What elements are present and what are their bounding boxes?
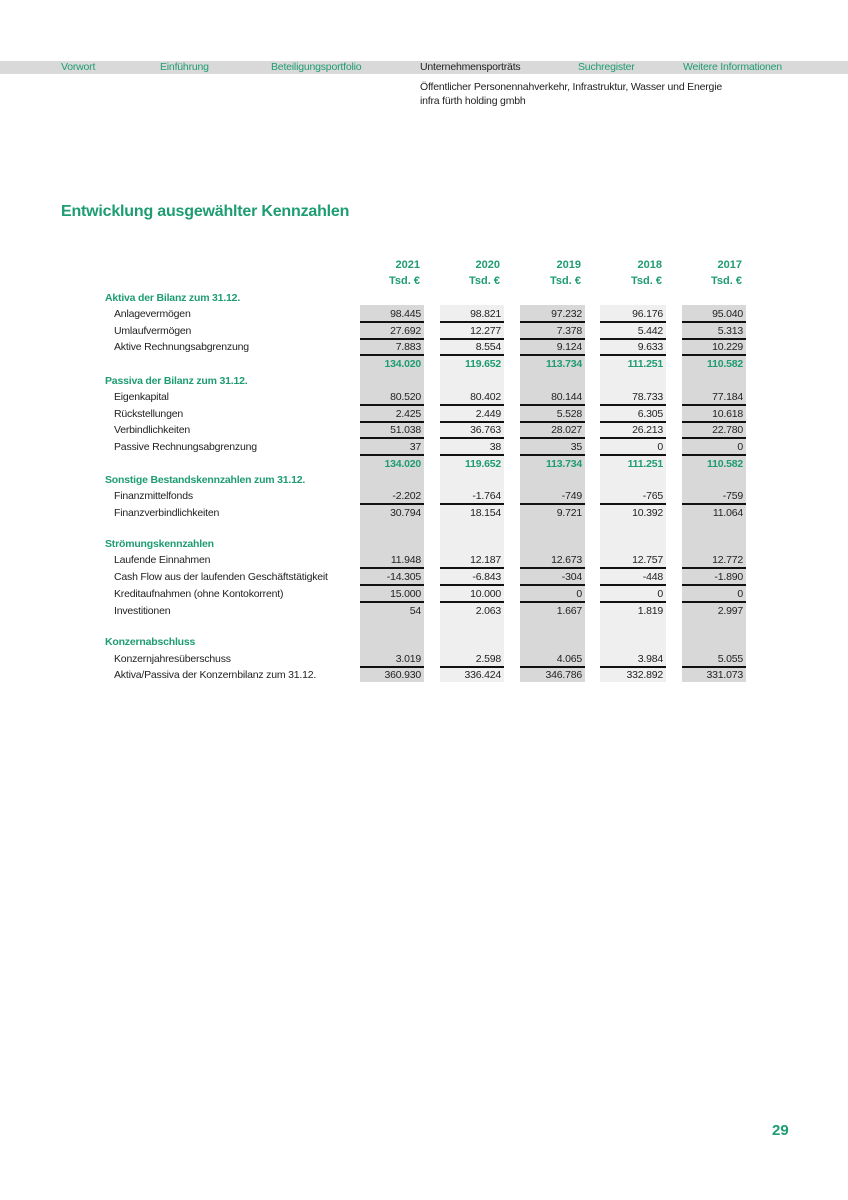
total-cell: 119.652 bbox=[465, 358, 501, 370]
row-divider bbox=[440, 354, 504, 356]
row-divider bbox=[600, 601, 666, 603]
row-divider bbox=[600, 666, 666, 668]
value-cell: 2.449 bbox=[475, 408, 501, 420]
value-cell: 331.073 bbox=[706, 669, 743, 681]
value-cell: 0 bbox=[737, 588, 743, 600]
value-cell: 10.618 bbox=[712, 408, 743, 420]
value-cell: 22.780 bbox=[712, 424, 743, 436]
row-label: Finanzverbindlichkeiten bbox=[114, 507, 220, 519]
column-year-header: 2020 bbox=[475, 259, 500, 271]
section-heading: Sonstige Bestandskennzahlen zum 31.12. bbox=[105, 474, 306, 486]
value-cell: 12.772 bbox=[712, 554, 743, 566]
row-divider bbox=[440, 567, 504, 569]
total-cell: 110.582 bbox=[707, 358, 743, 370]
value-cell: 78.733 bbox=[632, 391, 663, 403]
value-cell: 332.892 bbox=[626, 669, 663, 681]
value-cell: 2.425 bbox=[395, 408, 421, 420]
value-cell: 54 bbox=[409, 605, 421, 617]
row-divider bbox=[682, 454, 746, 456]
row-divider bbox=[440, 503, 504, 505]
row-divider bbox=[520, 437, 585, 439]
value-cell: 9.124 bbox=[556, 341, 582, 353]
row-divider bbox=[520, 354, 585, 356]
column-unit-header: Tsd. € bbox=[469, 275, 500, 287]
total-cell: 111.251 bbox=[627, 458, 663, 470]
value-cell: 11.064 bbox=[712, 507, 743, 519]
breadcrumb-company: infra fürth holding gmbh bbox=[420, 95, 526, 107]
row-divider bbox=[360, 321, 424, 323]
row-divider bbox=[520, 666, 585, 668]
column-year-header: 2019 bbox=[556, 259, 581, 271]
value-cell: 38 bbox=[489, 441, 501, 453]
value-cell: 30.794 bbox=[390, 507, 421, 519]
breadcrumb bbox=[420, 80, 722, 108]
row-label: Laufende Einnahmen bbox=[114, 554, 211, 566]
value-cell: 98.445 bbox=[390, 308, 421, 320]
row-label: Rückstellungen bbox=[114, 408, 183, 420]
row-divider bbox=[440, 421, 504, 423]
row-divider bbox=[440, 437, 504, 439]
row-label: Finanzmittelfonds bbox=[114, 490, 193, 502]
row-divider bbox=[520, 503, 585, 505]
value-cell: -759 bbox=[722, 490, 743, 502]
value-cell: 96.176 bbox=[632, 308, 663, 320]
value-cell: 2.997 bbox=[717, 605, 743, 617]
value-cell: 1.667 bbox=[556, 605, 582, 617]
value-cell: 0 bbox=[576, 588, 582, 600]
total-cell: 119.652 bbox=[465, 458, 501, 470]
total-cell: 110.582 bbox=[707, 458, 743, 470]
row-label: Eigenkapital bbox=[114, 391, 169, 403]
value-cell: 7.378 bbox=[556, 325, 582, 337]
value-cell: 26.213 bbox=[632, 424, 663, 436]
breadcrumb-category: Öffentlicher Personennahverkehr, Infrastruktur, Wasser und Energie bbox=[420, 81, 722, 93]
row-divider bbox=[440, 404, 504, 406]
value-cell: 37 bbox=[409, 441, 421, 453]
value-cell: 12.187 bbox=[470, 554, 501, 566]
row-divider bbox=[360, 503, 424, 505]
column-year-header: 2017 bbox=[717, 259, 742, 271]
nav-link-weitere-informationen[interactable]: Weitere Informationen bbox=[683, 61, 782, 73]
row-divider bbox=[600, 321, 666, 323]
value-cell: 8.554 bbox=[475, 341, 501, 353]
value-cell: 27.692 bbox=[390, 325, 421, 337]
value-cell: 0 bbox=[737, 441, 743, 453]
value-cell: 36.763 bbox=[470, 424, 501, 436]
row-label: Investitionen bbox=[114, 605, 171, 617]
row-divider bbox=[682, 584, 746, 586]
value-cell: 11.948 bbox=[390, 554, 421, 566]
row-divider bbox=[600, 421, 666, 423]
row-divider bbox=[600, 584, 666, 586]
row-divider bbox=[682, 567, 746, 569]
row-label: Konzernjahresüberschuss bbox=[114, 653, 231, 665]
row-divider bbox=[440, 601, 504, 603]
value-cell: 80.402 bbox=[470, 391, 501, 403]
row-divider bbox=[600, 354, 666, 356]
value-cell: 80.144 bbox=[551, 391, 582, 403]
value-cell: 12.757 bbox=[632, 554, 663, 566]
value-cell: 77.184 bbox=[712, 391, 743, 403]
value-cell: 360.930 bbox=[384, 669, 421, 681]
value-cell: 35 bbox=[570, 441, 582, 453]
row-label: Cash Flow aus der laufenden Geschäftstätigkeit bbox=[114, 571, 328, 583]
row-divider bbox=[360, 454, 424, 456]
value-cell: 346.786 bbox=[545, 669, 582, 681]
total-cell: 111.251 bbox=[627, 358, 663, 370]
row-divider bbox=[600, 338, 666, 340]
value-cell: -6.843 bbox=[472, 571, 501, 583]
nav-link-suchregister[interactable]: Suchregister bbox=[578, 61, 635, 73]
value-cell: 5.528 bbox=[556, 408, 582, 420]
column-year-header: 2021 bbox=[395, 259, 420, 271]
value-cell: 12.673 bbox=[551, 554, 582, 566]
nav-link-beteiligungsportfolio[interactable]: Beteiligungsportfolio bbox=[271, 61, 362, 73]
value-cell: 10.229 bbox=[712, 341, 743, 353]
row-divider bbox=[682, 601, 746, 603]
column-year-header: 2018 bbox=[637, 259, 662, 271]
value-cell: 3.984 bbox=[637, 653, 663, 665]
value-cell: -1.890 bbox=[714, 571, 743, 583]
value-cell: 9.721 bbox=[556, 507, 582, 519]
row-divider bbox=[520, 601, 585, 603]
value-cell: 5.313 bbox=[717, 325, 743, 337]
row-divider bbox=[520, 454, 585, 456]
value-cell: 4.065 bbox=[556, 653, 582, 665]
value-cell: 51.038 bbox=[390, 424, 421, 436]
value-cell: -14.305 bbox=[386, 571, 421, 583]
column-unit-header: Tsd. € bbox=[631, 275, 662, 287]
row-divider bbox=[520, 338, 585, 340]
row-divider bbox=[360, 421, 424, 423]
value-cell: 98.821 bbox=[470, 308, 501, 320]
row-label: Aktiva/Passiva der Konzernbilanz zum 31.12. bbox=[114, 669, 317, 681]
row-divider bbox=[360, 601, 424, 603]
row-divider bbox=[682, 437, 746, 439]
row-divider bbox=[360, 567, 424, 569]
value-cell: -749 bbox=[561, 490, 582, 502]
row-label: Aktive Rechnungsabgrenzung bbox=[114, 341, 249, 353]
value-cell: 0 bbox=[657, 441, 663, 453]
row-label: Kreditaufnahmen (ohne Kontokorrent) bbox=[114, 588, 284, 600]
section-heading: Strömungskennzahlen bbox=[105, 538, 214, 550]
column-unit-header: Tsd. € bbox=[711, 275, 742, 287]
row-divider bbox=[682, 666, 746, 668]
row-divider bbox=[682, 503, 746, 505]
row-label: Umlaufvermögen bbox=[114, 325, 192, 337]
value-cell: 12.277 bbox=[470, 325, 501, 337]
row-divider bbox=[440, 321, 504, 323]
value-cell: 3.019 bbox=[395, 653, 421, 665]
section-heading: Konzernabschluss bbox=[105, 636, 196, 648]
value-cell: -765 bbox=[642, 490, 663, 502]
total-cell: 134.020 bbox=[384, 458, 421, 470]
row-label: Verbindlichkeiten bbox=[114, 424, 190, 436]
value-cell: 10.392 bbox=[632, 507, 663, 519]
value-cell: 28.027 bbox=[551, 424, 582, 436]
value-cell: 0 bbox=[657, 588, 663, 600]
value-cell: -304 bbox=[561, 571, 582, 583]
page-number: 29 bbox=[772, 1122, 789, 1139]
row-divider bbox=[600, 454, 666, 456]
row-divider bbox=[440, 666, 504, 668]
value-cell: -2.202 bbox=[392, 490, 421, 502]
value-cell: 5.442 bbox=[637, 325, 663, 337]
value-cell: 95.040 bbox=[712, 308, 743, 320]
nav-link-unternehmensporträts[interactable]: Unternehmensporträts bbox=[420, 61, 521, 73]
value-cell: 18.154 bbox=[470, 507, 501, 519]
value-cell: 15.000 bbox=[390, 588, 421, 600]
row-divider bbox=[600, 567, 666, 569]
section-heading: Passiva der Bilanz zum 31.12. bbox=[105, 375, 248, 387]
row-divider bbox=[360, 666, 424, 668]
value-cell: 80.520 bbox=[390, 391, 421, 403]
row-divider bbox=[520, 421, 585, 423]
total-cell: 113.734 bbox=[546, 458, 582, 470]
value-cell: 5.055 bbox=[717, 653, 743, 665]
nav-link-vorwort[interactable]: Vorwort bbox=[61, 61, 96, 73]
row-divider bbox=[682, 404, 746, 406]
row-divider bbox=[360, 338, 424, 340]
total-cell: 134.020 bbox=[384, 358, 421, 370]
row-divider bbox=[360, 584, 424, 586]
value-cell: -1.764 bbox=[472, 490, 501, 502]
row-divider bbox=[520, 321, 585, 323]
row-label: Passive Rechnungsabgrenzung bbox=[114, 441, 257, 453]
section-heading: Aktiva der Bilanz zum 31.12. bbox=[105, 292, 241, 304]
value-cell: 9.633 bbox=[637, 341, 663, 353]
row-divider bbox=[440, 584, 504, 586]
total-cell: 113.734 bbox=[546, 358, 582, 370]
value-cell: -448 bbox=[642, 571, 663, 583]
value-cell: 2.598 bbox=[475, 653, 501, 665]
row-divider bbox=[600, 404, 666, 406]
row-divider bbox=[682, 338, 746, 340]
value-cell: 7.883 bbox=[395, 341, 421, 353]
value-cell: 336.424 bbox=[464, 669, 501, 681]
row-divider bbox=[360, 354, 424, 356]
row-divider bbox=[520, 567, 585, 569]
row-divider bbox=[520, 404, 585, 406]
nav-link-einführung[interactable]: Einführung bbox=[160, 61, 209, 73]
value-cell: 2.063 bbox=[475, 605, 501, 617]
top-navigation-bar bbox=[0, 61, 848, 74]
row-divider bbox=[682, 421, 746, 423]
column-unit-header: Tsd. € bbox=[550, 275, 581, 287]
row-divider bbox=[600, 437, 666, 439]
row-divider bbox=[360, 437, 424, 439]
page-title: Entwicklung ausgewählter Kennzahlen bbox=[61, 203, 350, 220]
row-divider bbox=[440, 338, 504, 340]
row-divider bbox=[682, 321, 746, 323]
row-label: Anlagevermögen bbox=[114, 308, 191, 320]
row-divider bbox=[440, 454, 504, 456]
row-divider bbox=[600, 503, 666, 505]
row-divider bbox=[360, 404, 424, 406]
row-divider bbox=[520, 584, 585, 586]
value-cell: 10.000 bbox=[470, 588, 501, 600]
row-divider bbox=[682, 354, 746, 356]
column-unit-header: Tsd. € bbox=[389, 275, 420, 287]
value-cell: 6.305 bbox=[637, 408, 663, 420]
value-cell: 97.232 bbox=[551, 308, 582, 320]
value-cell: 1.819 bbox=[637, 605, 663, 617]
